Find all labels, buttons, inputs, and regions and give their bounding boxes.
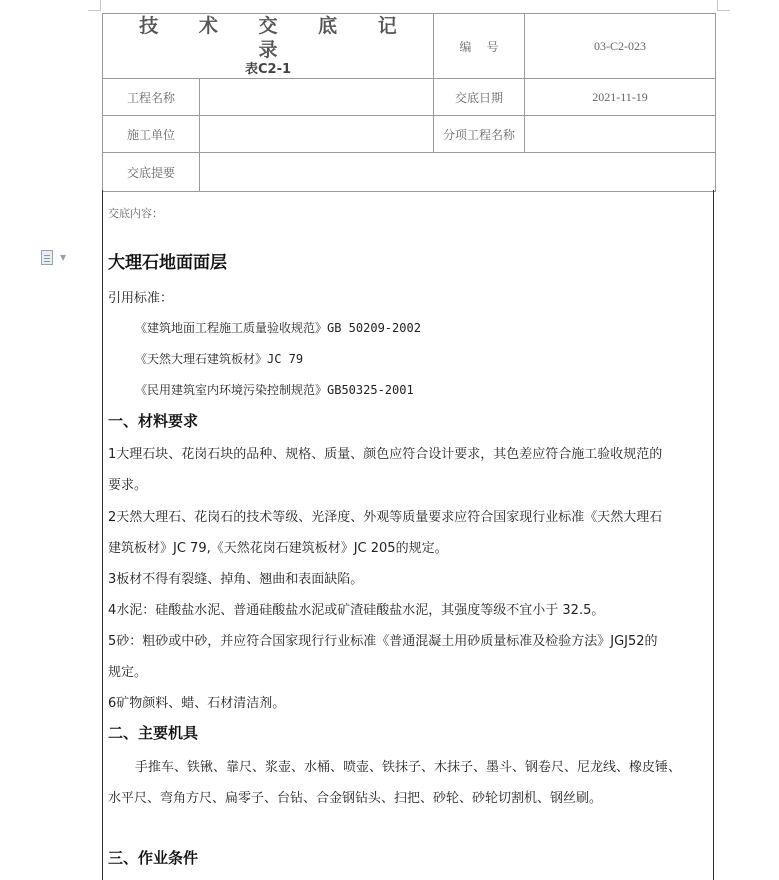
- content-frame: [102, 190, 714, 880]
- crop-mark: [88, 10, 101, 11]
- chevron-down-icon[interactable]: ▼: [60, 253, 67, 262]
- crop-mark: [717, 10, 730, 11]
- paragraph-line: 5砂：粗砂或中砂，并应符合国家现行行业标准《普通混凝土用砂质量标准及检验方法》JGJ52的: [108, 634, 658, 649]
- project-name-label: 工程名称: [103, 79, 200, 116]
- summary-field[interactable]: [200, 153, 716, 192]
- paragraph-line: 水平尺、弯角方尺、扁零子、台钻、合金钢钻头、扫把、砂轮、砂轮切割机、钢丝刷。: [108, 791, 603, 806]
- section-heading: 二、主要机具: [108, 724, 199, 742]
- paragraph-line: 1大理石块、花岗石块的品种、规格、质量、颜色应符合设计要求，其色差应符合施工验收规范的: [108, 447, 663, 462]
- summary-label: 交底提要: [103, 153, 200, 192]
- section-heading: 三、作业条件: [108, 849, 199, 867]
- paragraph-line: 2天然大理石、花岗石的技术等级、光泽度、外观等质量要求应符合国家现行业标准《天然大理石: [108, 510, 663, 525]
- standard-item: 《天然大理石建筑板材》JC 79: [135, 352, 304, 366]
- paragraph-line: 建筑板材》JC 79,《天然花岗石建筑板材》JC 205的规定。: [108, 541, 448, 556]
- subproject-label: 分项工程名称: [434, 116, 525, 153]
- form-subtitle: 表C2-1: [244, 62, 292, 77]
- paragraph-line: 规定。: [108, 665, 148, 680]
- paragraph-line: 要求。: [108, 478, 148, 493]
- paragraph-line: 手推车、铁锹、靠尺、浆壶、水桶、喷壶、铁抹子、木抹子、墨斗、钢卷尺、尼龙线、橡皮锤、: [135, 760, 682, 775]
- paragraph-line: 4水泥：硅酸盐水泥、普通硅酸盐水泥或矿渣硅酸盐水泥，其强度等级不宜小于 32.5。: [108, 603, 605, 618]
- construction-unit-label: 施工单位: [103, 116, 200, 153]
- subproject-field[interactable]: [525, 116, 716, 153]
- standard-item: 《民用建筑室内环境污染控制规范》GB50325-2001: [135, 383, 414, 397]
- crop-mark: [100, 0, 101, 10]
- crop-mark: [717, 0, 718, 10]
- document-icon[interactable]: [41, 250, 53, 265]
- standards-label: 引用标准：: [108, 291, 174, 306]
- form-title: 技 术 交 底 记 录: [139, 15, 414, 61]
- paragraph-line: 3板材不得有裂缝、掉角、翘曲和表面缺陷。: [108, 572, 364, 587]
- section-heading: 一、材料要求: [108, 412, 199, 430]
- construction-unit-field[interactable]: [200, 116, 434, 153]
- standard-item: 《建筑地面工程施工质量验收规范》GB 50209-2002: [135, 321, 421, 335]
- content-label: 交底内容：: [108, 207, 163, 220]
- date-label: 交底日期: [434, 79, 525, 116]
- number-label: 编 号: [434, 14, 525, 79]
- date-value[interactable]: 2021-11-19: [525, 79, 716, 116]
- header-table: [102, 13, 716, 192]
- paragraph-line: 6矿物颜料、蜡、石材清洁剂。: [108, 696, 286, 711]
- main-title: 大理石地面面层: [108, 253, 227, 273]
- form-title-cell: [103, 14, 434, 79]
- project-name-field[interactable]: [200, 79, 434, 116]
- number-value[interactable]: 03-C2-023: [525, 14, 716, 79]
